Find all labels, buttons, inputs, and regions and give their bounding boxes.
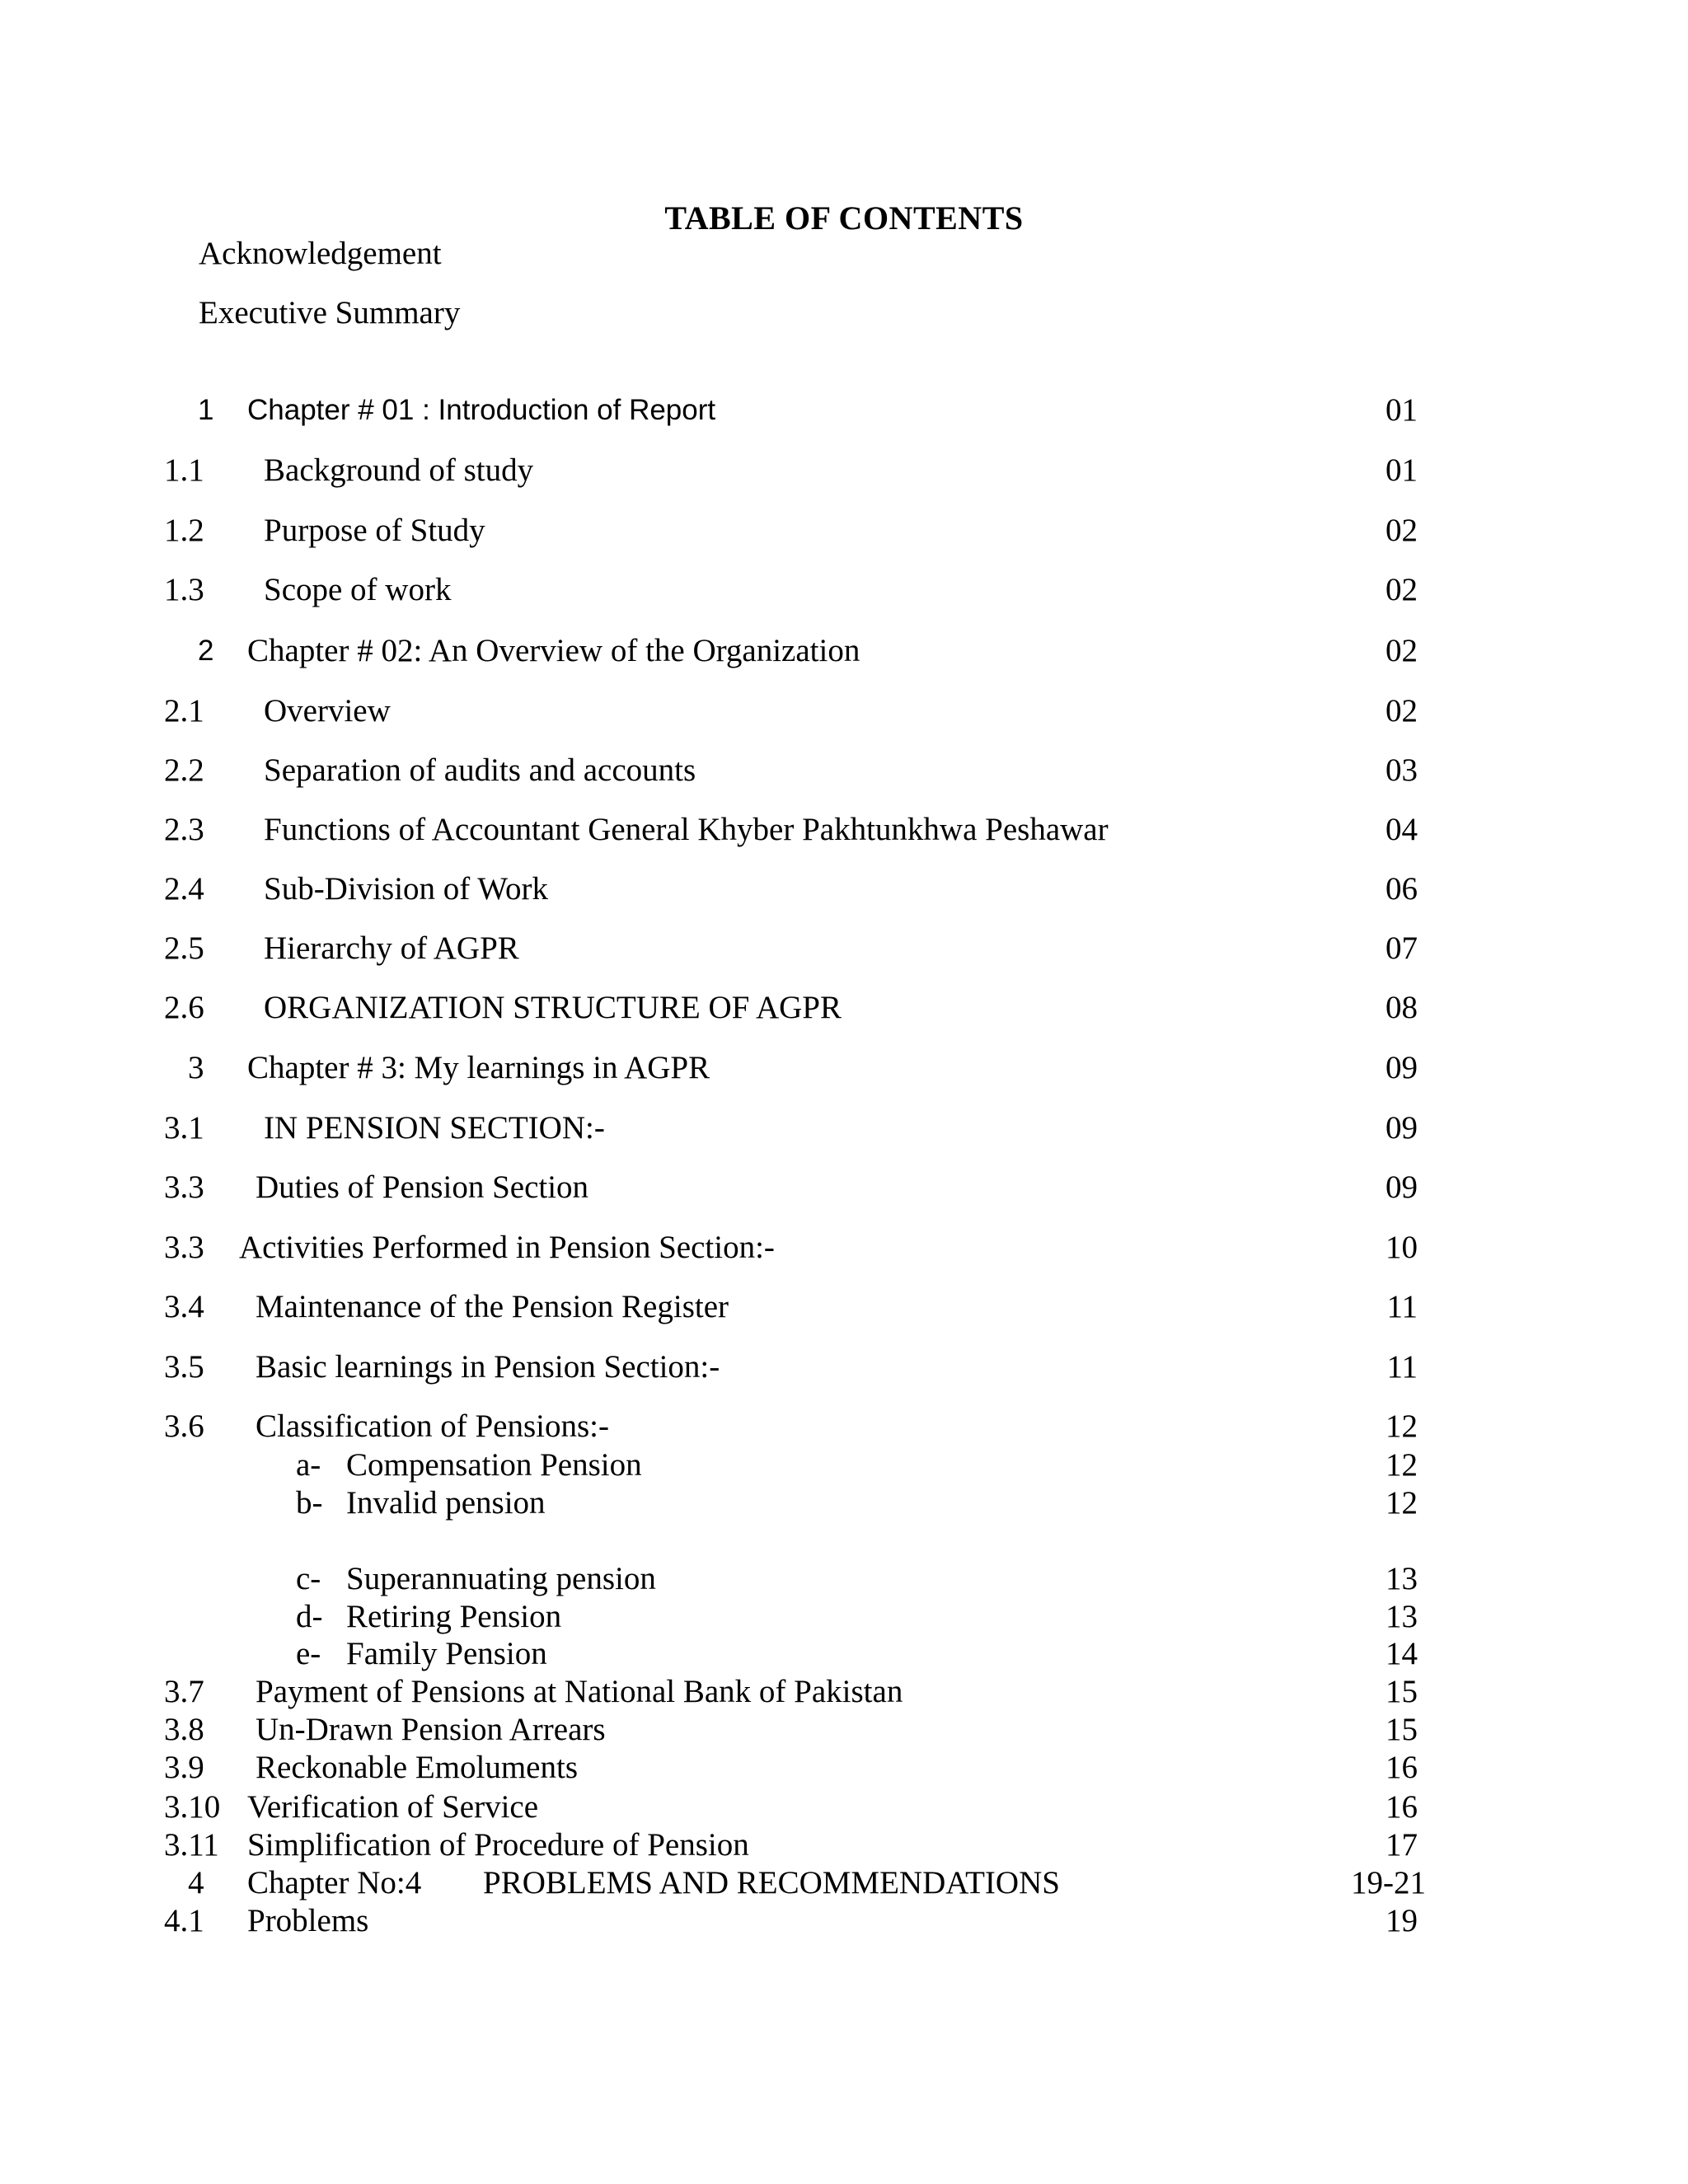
sub-entry-label: Retiring Pension: [346, 1599, 562, 1634]
toc-sub-entry: [0, 1446, 1688, 1485]
entry-number: 3.10: [164, 1789, 221, 1825]
sub-entry-page: 13: [1386, 1599, 1418, 1634]
entry-page: 07: [1386, 930, 1418, 966]
entry-page: 02: [1386, 633, 1418, 668]
entry-number: 3.5: [164, 1349, 204, 1385]
entry-page: 09: [1386, 1110, 1418, 1146]
entry-label: Payment of Pensions at National Bank of Pakistan: [256, 1674, 903, 1709]
entry-number: 3: [188, 1050, 204, 1085]
entry-number: 2.3: [164, 812, 204, 847]
toc-title: TABLE OF CONTENTS: [664, 199, 1024, 237]
entry-number: 3.4: [164, 1289, 204, 1324]
entry-number: 1.3: [164, 572, 204, 607]
entry-label: Background of study: [264, 452, 534, 488]
entry-number: 3.3: [164, 1169, 204, 1205]
entry-page: 09: [1386, 1169, 1418, 1205]
sub-entry-marker: d-: [296, 1599, 323, 1634]
entry-label: Overview: [264, 693, 391, 729]
entry-label: Chapter # 01 : Introduction of Report: [247, 394, 716, 426]
entry-number: 1.1: [164, 452, 204, 488]
toc-entry: [0, 1901, 1688, 1941]
toc-entry: [0, 1863, 1688, 1903]
entry-page: 11: [1386, 1289, 1418, 1324]
entry-label: Purpose of Study: [264, 513, 485, 548]
entry-page: 19-21: [1351, 1865, 1426, 1900]
entry-label: Problems: [247, 1903, 369, 1938]
sub-entry-page: 12: [1386, 1447, 1418, 1483]
sub-entry-marker: c-: [296, 1561, 321, 1596]
entry-page: 10: [1386, 1230, 1418, 1265]
entry-page: 11: [1386, 1349, 1418, 1385]
toc-entry: [0, 1710, 1688, 1750]
entry-label: IN PENSION SECTION:-: [264, 1110, 605, 1146]
entry-page: 15: [1386, 1712, 1418, 1747]
sub-entry-label: Superannuating pension: [346, 1561, 656, 1596]
entry-number: 3.7: [164, 1674, 204, 1709]
front-matter-acknowledgement: Acknowledgement: [199, 236, 442, 271]
toc-entry: [0, 988, 1688, 1028]
entry-number: 2.2: [164, 752, 204, 788]
toc-sub-entry: [0, 1634, 1688, 1674]
entry-number: 1: [198, 394, 214, 426]
sub-entry-label: Compensation Pension: [346, 1447, 642, 1483]
toc-entry: [0, 1108, 1688, 1148]
entry-number: 3.1: [164, 1110, 204, 1146]
entry-label: Duties of Pension Section: [256, 1169, 589, 1205]
entry-number: 3.9: [164, 1750, 204, 1785]
entry-page: 08: [1386, 990, 1418, 1025]
entry-label: Verification of Service: [247, 1789, 539, 1825]
sub-entry-marker: b-: [296, 1485, 323, 1521]
entry-page: 16: [1386, 1750, 1418, 1785]
toc-entry: [0, 1672, 1688, 1712]
entry-number: 3.6: [164, 1408, 204, 1444]
entry-page: 01: [1386, 392, 1418, 428]
entry-label: Maintenance of the Pension Register: [256, 1289, 729, 1324]
entry-page: 04: [1386, 812, 1418, 847]
entry-label: Un-Drawn Pension Arrears: [256, 1712, 606, 1747]
entry-label: Sub-Division of Work: [264, 871, 548, 907]
entry-label: Functions of Accountant General Khyber Pakhtunkhwa Peshawar: [264, 812, 1109, 847]
entry-number: 2.6: [164, 990, 204, 1025]
entry-number: 2.5: [164, 930, 204, 966]
toc-entry: [0, 1287, 1688, 1327]
entry-page: 01: [1386, 452, 1418, 488]
entry-page: 02: [1386, 572, 1418, 607]
toc-entry: [0, 1347, 1688, 1387]
entry-number: 3.8: [164, 1712, 204, 1747]
entry-label: Basic learnings in Pension Section:-: [256, 1349, 720, 1385]
entry-page: 06: [1386, 871, 1418, 907]
toc-entry: [0, 391, 1688, 430]
entry-label: ORGANIZATION STRUCTURE OF AGPR: [264, 990, 842, 1025]
toc-entry: [0, 511, 1688, 551]
entry-label: Chapter # 3: My learnings in AGPR: [247, 1050, 710, 1085]
entry-page: 03: [1386, 752, 1418, 788]
entry-label: Separation of audits and accounts: [264, 752, 696, 788]
toc-entry: [0, 929, 1688, 968]
sub-entry-marker: e-: [296, 1636, 321, 1671]
toc-entry: [0, 570, 1688, 610]
entry-number: 2: [198, 635, 214, 667]
toc-entry: [0, 451, 1688, 490]
entry-page: 17: [1386, 1827, 1418, 1863]
entry-number: 4.1: [164, 1903, 204, 1938]
toc-entry: [0, 751, 1688, 790]
toc-entry: [0, 869, 1688, 909]
entry-label: Classification of Pensions:-: [256, 1408, 609, 1444]
entry-number: 3.11: [164, 1827, 219, 1863]
entry-title: PROBLEMS AND RECOMMENDATIONS: [483, 1865, 1060, 1900]
toc-sub-entry: [0, 1483, 1688, 1523]
toc-entry: [0, 631, 1688, 671]
entry-label: Simplification of Procedure of Pension: [247, 1827, 749, 1863]
entry-label: Reckonable Emoluments: [256, 1750, 578, 1785]
sub-entry-label: Family Pension: [346, 1636, 547, 1671]
entry-number: 1.2: [164, 513, 204, 548]
toc-entry: [0, 810, 1688, 850]
entry-page: 19: [1386, 1903, 1418, 1938]
entry-label: Chapter # 02: An Overview of the Organization: [247, 633, 860, 668]
entry-label: Activities Performed in Pension Section:-: [239, 1230, 775, 1265]
entry-page: 02: [1386, 513, 1418, 548]
toc-entry: [0, 691, 1688, 731]
entry-number: 2.1: [164, 693, 204, 729]
entry-page: 15: [1386, 1674, 1418, 1709]
entry-label: Chapter No:4: [247, 1865, 422, 1900]
entry-label: Scope of work: [264, 572, 452, 607]
toc-entry: [0, 1825, 1688, 1865]
entry-number: 4: [188, 1865, 204, 1900]
sub-entry-label: Invalid pension: [346, 1485, 546, 1521]
sub-entry-page: 13: [1386, 1561, 1418, 1596]
toc-entry: [0, 1788, 1688, 1827]
entry-page: 12: [1386, 1408, 1418, 1444]
sub-entry-page: 12: [1386, 1485, 1418, 1521]
entry-label: Hierarchy of AGPR: [264, 930, 519, 966]
entry-page: 16: [1386, 1789, 1418, 1825]
entry-number: 2.4: [164, 871, 204, 907]
toc-entry: [0, 1168, 1688, 1207]
sub-entry-page: 14: [1386, 1636, 1418, 1671]
entry-page: 09: [1386, 1050, 1418, 1085]
entry-page: 02: [1386, 693, 1418, 729]
toc-entry: [0, 1048, 1688, 1088]
entry-number: 3.3: [164, 1230, 204, 1265]
toc-entry: [0, 1748, 1688, 1788]
toc-entry: [0, 1228, 1688, 1268]
toc-entry: [0, 1407, 1688, 1446]
front-matter-executive-summary: Executive Summary: [199, 295, 461, 330]
sub-entry-marker: a-: [296, 1447, 321, 1483]
toc-sub-entry: [0, 1559, 1688, 1599]
toc-sub-entry: [0, 1597, 1688, 1637]
